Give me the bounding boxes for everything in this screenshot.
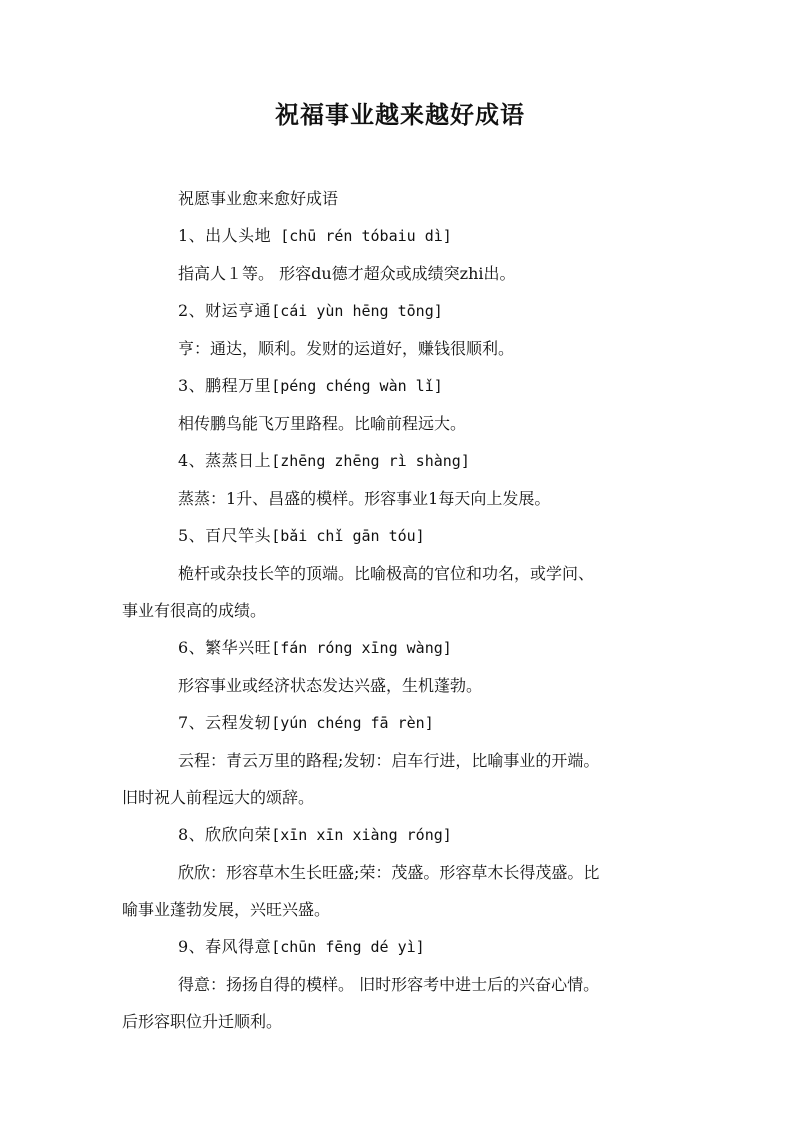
idiom-heading — [122, 292, 687, 330]
idiom-description: 蒸蒸：1升、昌盛的模样。形容事业1每天向上发展。 — [178, 489, 551, 508]
idiom-heading — [122, 816, 687, 854]
idiom-pinyin: [cái yùn hēng tōng] — [271, 302, 443, 320]
idiom-term: 8、欣欣向荣 — [178, 825, 272, 844]
idiom-description: 亨：通达，顺利。发财的运道好，赚钱很顺利。 — [178, 339, 515, 358]
idiom-description: 指高人１等。 形容du德才超众或成绩突zhi出。 — [178, 264, 516, 283]
idiom-heading — [122, 928, 687, 966]
idiom-heading — [122, 217, 687, 255]
idiom-term: 9、春风得意 — [178, 937, 272, 956]
idiom-description: 欣欣：形容草木生长旺盛;荣：茂盛。形容草木长得茂盛。比 — [178, 863, 600, 882]
idiom-pinyin: [chū rén tóbaiu dì] — [271, 227, 452, 245]
idiom-pinyin: [zhēng zhēng rì shàng] — [271, 452, 470, 470]
idiom-heading — [122, 629, 687, 667]
idiom-description-continued: 后形容职位升迁顺利。 — [122, 1012, 283, 1031]
idiom-pinyin: [fán róng xīng wàng] — [271, 639, 452, 657]
idiom-term: 5、百尺竿头 — [178, 526, 272, 545]
idiom-description: 云程：青云万里的路程;发轫：启车行进，比喻事业的开端。 — [178, 751, 600, 770]
page-title: 祝福事业越来越好成语 — [275, 100, 525, 129]
idiom-term: 3、鹏程万里 — [178, 376, 272, 395]
idiom-description-continued: 旧时祝人前程远大的颂辞。 — [122, 788, 315, 807]
idiom-description: 形容事业或经济状态发达兴盛，生机蓬勃。 — [178, 676, 483, 695]
idiom-description-continued: 事业有很高的成绩。 — [122, 601, 267, 620]
idiom-description-continued: 喻事业蓬勃发展，兴旺兴盛。 — [122, 900, 331, 919]
idiom-pinyin: [yún chéng fā rèn] — [271, 714, 434, 732]
idiom-term: 4、蒸蒸日上 — [178, 451, 272, 470]
idiom-pinyin: [chūn fēng dé yì] — [271, 938, 425, 956]
document-body — [122, 180, 687, 1040]
idiom-description: 相传鹏鸟能飞万里路程。比喻前程远大。 — [178, 414, 467, 433]
intro-line: 祝愿事业愈来愈好成语 — [178, 189, 339, 208]
idiom-description: 桅杆或杂技长竿的顶端。比喻极高的官位和功名，或学问、 — [178, 564, 595, 583]
idiom-pinyin: [xīn xīn xiàng róng] — [271, 826, 452, 844]
idiom-term: 7、云程发轫 — [178, 713, 272, 732]
idiom-pinyin: [péng chéng wàn lǐ] — [271, 377, 443, 395]
idiom-heading — [122, 367, 687, 405]
idiom-term: 1、出人头地 — [178, 226, 272, 245]
idiom-pinyin: [bǎi chǐ gān tóu] — [271, 527, 425, 545]
idiom-heading — [122, 517, 687, 555]
idiom-description: 得意：扬扬自得的模样。 旧时形容考中进士后的兴奋心情。 — [178, 975, 600, 994]
idiom-term: 6、繁华兴旺 — [178, 638, 272, 657]
idiom-term: 2、财运亨通 — [178, 301, 272, 320]
idiom-heading — [122, 704, 687, 742]
idiom-heading — [122, 442, 687, 480]
